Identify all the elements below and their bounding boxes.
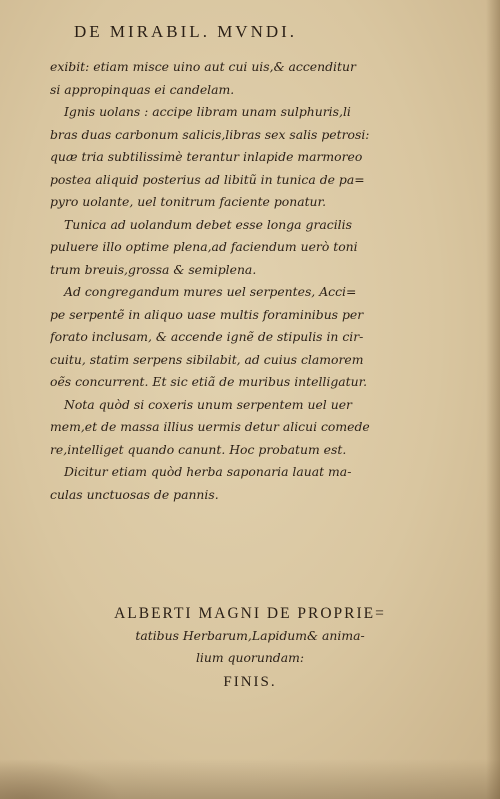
colophon xyxy=(50,603,450,695)
text-line: culas unctuosas de pannis. xyxy=(50,486,219,502)
paper-stain xyxy=(0,759,120,799)
text-line: Ad congregandum mures uel serpentes, Acci= xyxy=(64,284,357,299)
text-line: Nota quòd si coxeris unum serpentem uel uer xyxy=(64,396,352,412)
text-line: Tunica ad uolandum debet esse longa gracilis xyxy=(64,216,352,232)
text-line: Dicitur etiam quòd herba saponaria lauat ma- xyxy=(64,464,352,479)
running-head: DE MIRABIL. MVNDI. xyxy=(74,22,298,41)
text-line: pe serpentẽ in aliquo uase multis foraminibus per xyxy=(50,306,364,322)
text-line: puluere illo optime plena,ad faciendum uerò toni xyxy=(50,239,358,254)
text-line: trum breuis,grossa & semiplena. xyxy=(50,261,257,277)
colophon-line: tatibus Herbarum,Lapidum& anima- xyxy=(135,628,365,643)
text-line: quæ tria subtilissimè terantur inlapide marmoreo xyxy=(50,149,363,164)
text-line: bras duas carbonum salicis,libras sex salis petrosi: xyxy=(50,126,370,142)
colophon-title: ALBERTI MAGNI DE PROPRIE= xyxy=(114,605,386,622)
text-line: postea aliquid posterius ad libitũ in tunica de pa= xyxy=(50,171,365,187)
text-line: oẽs concurrent. Et sic etiã de muribus intelligatur. xyxy=(50,374,368,389)
text-line: Ignis uolans : accipe libram unam sulphuris,li xyxy=(64,104,351,119)
finis: FINIS. xyxy=(223,674,277,690)
colophon-line: lium quorundam: xyxy=(195,650,305,665)
text-line: cuitu, statim serpens sibilabit, ad cuius clamorem xyxy=(50,351,364,367)
text-line: forato inclusam, & accende ignẽ de stipulis in cir- xyxy=(50,329,364,344)
text-line: re,intelliget quando canunt. Hoc probatum est. xyxy=(50,441,347,457)
page-edge-shadow xyxy=(486,0,500,799)
text-line: si appropinquas ei candelam. xyxy=(50,81,235,97)
text-line: mem,et de massa illius uermis detur alicui comede xyxy=(50,419,370,434)
text-line: pyro uolante, uel tonitrum faciente ponatur. xyxy=(50,194,327,209)
text-line: exibit: etiam misce uino aut cui uis,& accenditur xyxy=(50,59,356,74)
body-text xyxy=(50,56,450,506)
